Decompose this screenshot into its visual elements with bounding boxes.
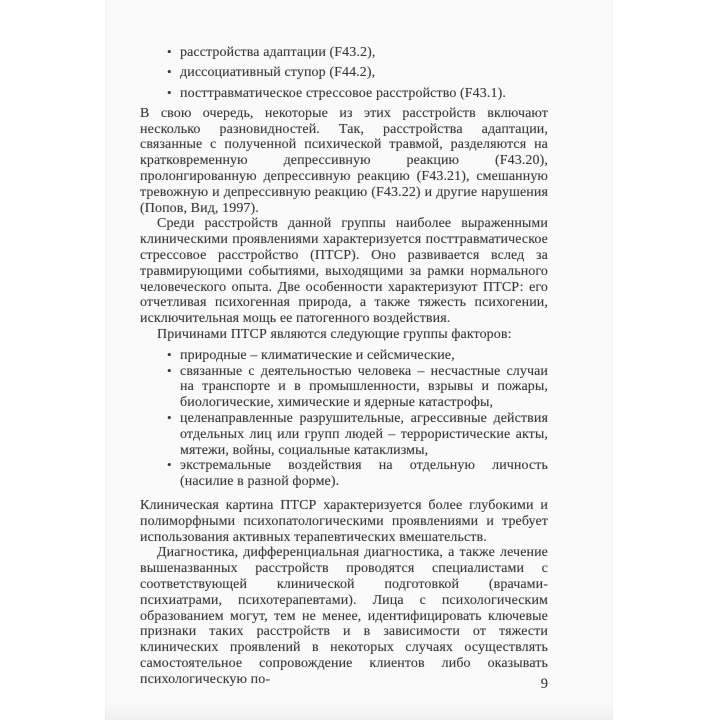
book-page <box>105 0 613 720</box>
text-column <box>140 45 548 688</box>
ptsd-factors-list <box>140 348 548 490</box>
list-item: • связанные с деятельностью человека – несчастные случаи на транспорте и в промышленности, взрывы и пожары, биологические, химические и ядерные катастрофы, <box>180 364 548 411</box>
list-item: • природные – климатические и сейсмические, <box>180 348 548 364</box>
paragraph-causes-intro: Причинами ПТСР являются следующие группы факторов: <box>157 327 512 343</box>
list-item: • целенаправленные разрушительные, агрессивные действия отдельных лиц или групп людей – террористические акты, мятежи, войны, социальные катаклизмы, <box>180 411 548 458</box>
list-item: • посттравматическое стрессовое расстройство (F43.1). <box>180 86 548 102</box>
paragraph-varieties: В свою очередь, некоторые из этих расстройств включают несколько разновидностей. Так, расстройства адаптации, связанные с полученной психической травмой, разделяются на кратковременную депрессивную реакцию (F43.20), пролонгированную депрессивную реакцию (F43.21), смешанную тревожную и депрессивную реакцию (F43.22) и другие нарушения (Попов, Вид, 1997). <box>140 105 548 216</box>
page-number: 9 <box>540 676 548 692</box>
disorder-types-list <box>140 45 548 101</box>
paragraph-ptsd-overview: Среди расстройств данной группы наиболее выраженными клиническими проявлениями характеризуется посттравматическое стрессовое расстройство (ПТСР). Оно развивается вслед за травмирующими событиями, выходящими за рамки нормального человеческого опыта. Две особенности характеризуют ПТСР: его отчетливая психогенная природа, а также тяжесть психогении, исключительная мощь ее патогенного воздействия. <box>140 216 548 327</box>
list-item: • экстремальные воздействия на отдельную личность (насилие в разной форме). <box>180 458 548 490</box>
list-item: • диссоциативный ступор (F44.2), <box>180 65 548 81</box>
paragraph-clinical-picture: Клиническая картина ПТСР характеризуется более глубокими и полиморфными психопатологическими проявлениями и требует использования активных терапевтических вмешательств. <box>140 498 548 545</box>
list-item: • расстройства адаптации (F43.2), <box>180 45 548 61</box>
paragraph-diagnostics: Диагностика, дифференциальная диагностика, а также лечение вышеназванных расстройств проводятся специалистами с соответствующей клинической подготовкой (врачами-психиатрами, психотерапевтами). Лица с психологическим образованием могут, тем не менее, идентифицировать ключевые признаки таких расстройств и в зависимости от тяжести клинических проявлений в некоторых случаях осуществлять самостоятельное сопровождение клиентов либо оказывать психологическую по- <box>140 545 548 687</box>
